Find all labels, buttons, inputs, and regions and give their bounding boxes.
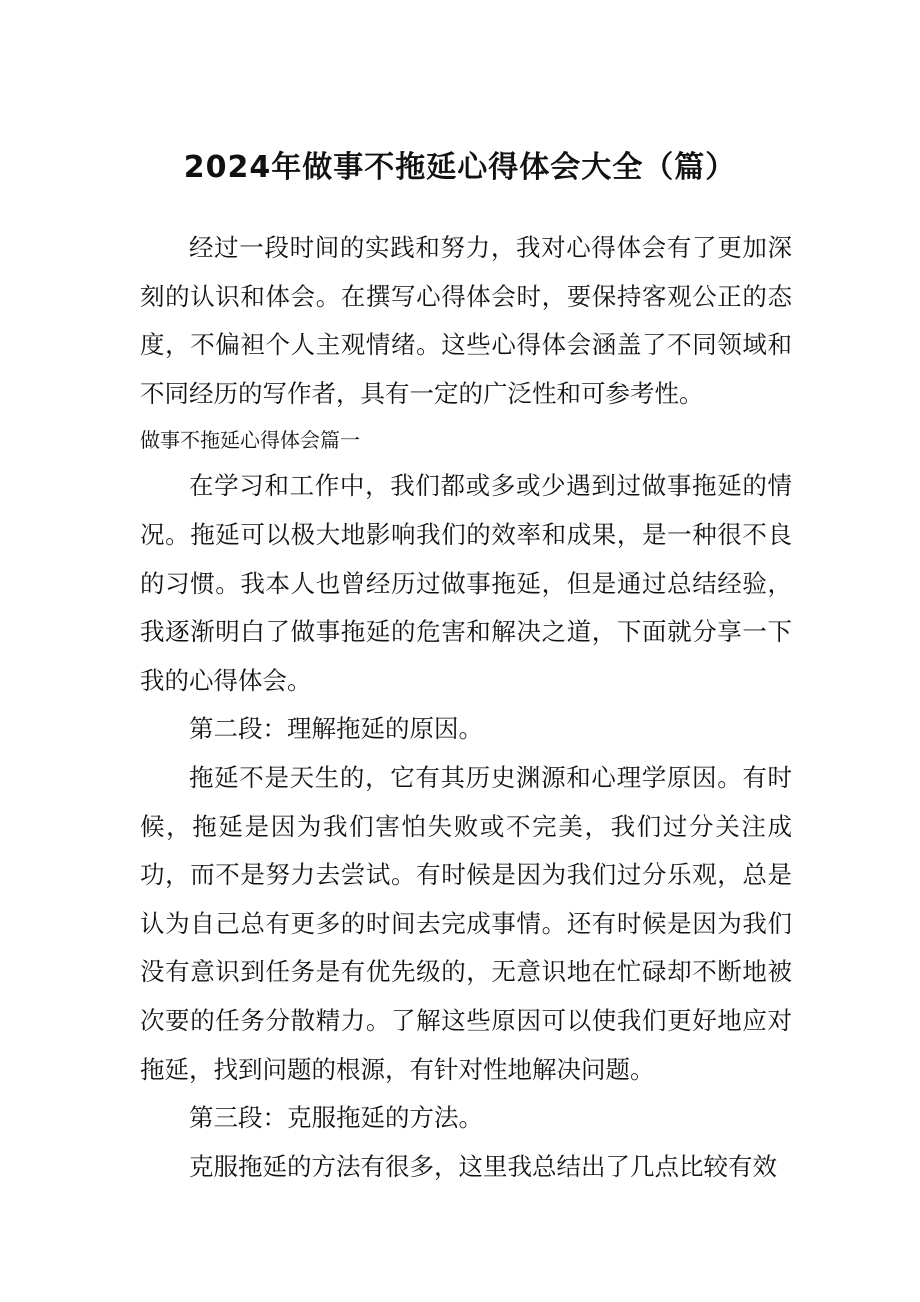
- document-title: 2024年做事不拖延心得体会大全（篇）: [183, 150, 737, 185]
- paragraph-overcoming-methods: 克服拖延的方法有很多，这里我总结出了几点比较有效: [189, 1151, 777, 1181]
- paragraph-section-two-heading: 第二段：理解拖延的原因。: [189, 714, 483, 744]
- paragraph-section-three-heading: 第三段：克服拖延的方法。: [189, 1103, 483, 1133]
- paragraph-procrastination-experience: 在学习和工作中，我们都或多或少遇到过做事拖延的情况。拖延可以极大地影响我们的效率和成果，是一种很不良的习惯。我本人也曾经历过做事拖延，但是通过总结经验，我逐渐明白了做事拖延的危害和解决之道，下面就分享一下我的心得体会。: [140, 471, 792, 695]
- paragraph-intro: 经过一段时间的实践和努力，我对心得体会有了更加深刻的认识和体会。在撰写心得体会时，要保持客观公正的态度，不偏袒个人主观情绪。这些心得体会涵盖了不同领域和不同经历的写作者，具有一定的广泛性和可参考性。: [140, 233, 792, 408]
- section-heading-part-one: 做事不拖延心得体会篇一: [140, 428, 360, 453]
- paragraph-procrastination-causes: 拖延不是天生的，它有其历史渊源和心理学原因。有时候，拖延是因为我们害怕失败或不完美，我们过分关注成功，而不是努力去尝试。有时候是因为我们过分乐观，总是认为自己总有更多的时间去完成事情。还有时候是因为我们没有意识到任务是有优先级的，无意识地在忙碌却不断地被次要的任务分散精力。了解这些原因可以使我们更好地应对拖延，找到问题的根源，有针对性地解决问题。: [140, 762, 792, 1084]
- document-body: [140, 224, 792, 1191]
